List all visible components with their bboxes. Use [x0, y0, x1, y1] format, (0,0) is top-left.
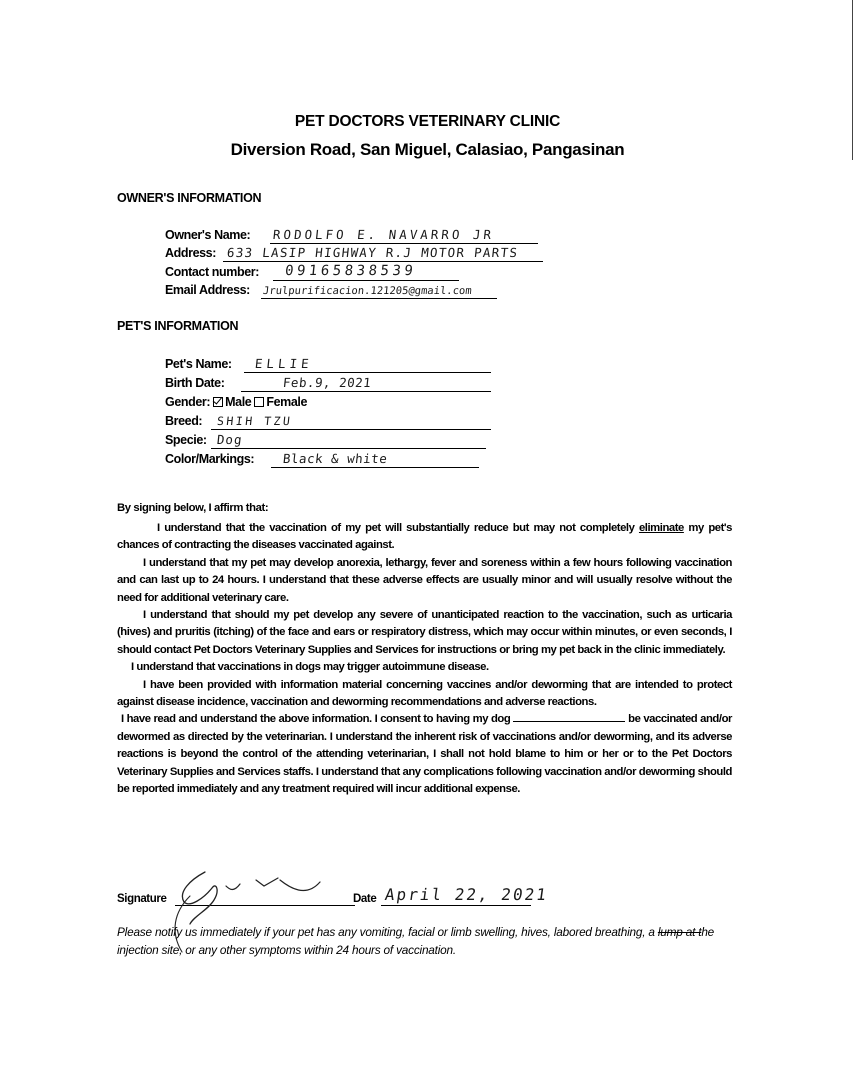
owner-name-label: Owner's Name: [165, 228, 251, 242]
affirmation-paragraph-5: I have been provided with information material concerning vaccines and/or deworming that are intended to protect against disease incidence, vaccination and deworming recommendations and adverse reactions. [117, 678, 732, 709]
affirmation-body [117, 520, 732, 799]
pet-name-value: ELLIE [254, 356, 314, 371]
dog-name-blank[interactable] [513, 711, 625, 722]
pet-color-label: Color/Markings: [165, 452, 255, 466]
pet-section-title: PET'S INFORMATION [117, 319, 239, 333]
signature-label: Signature [117, 893, 167, 905]
pet-specie-value: Dog [216, 432, 244, 447]
clinic-name: PET DOCTORS VETERINARY CLINIC [294, 113, 561, 130]
owner-contact-value: 09165838539 [284, 263, 418, 279]
owner-address-label: Address: [165, 246, 216, 260]
date-label: Date [353, 893, 377, 905]
affirmation-paragraph-6: I have read and understand the above information. I consent to having my dog be vaccinated and/or dewormed as directed by the veterinarian. I understand the inherent risk of vaccinations and/or deworming, and its adverse reactions is beyond the control of the attending veterinarian, I shall not hold blame to him or her or to the Pet Doctors Veterinary Supplies and Services staffs. I understand that any complications following vaccination and/or deworming should be reported immediately and any treatment required will incur additional expense. [117, 713, 732, 796]
female-option-label: Female [266, 395, 308, 409]
owner-contact-label: Contact number: [165, 265, 260, 279]
affirmation-paragraph-4: I understand that vaccinations in dogs may trigger autoimmune disease. [131, 661, 489, 674]
affirmation-heading: By signing below, I affirm that: [117, 502, 269, 514]
date-line[interactable] [381, 905, 531, 906]
pet-gender-label: Gender: [165, 395, 211, 409]
pet-specie-field[interactable] [165, 431, 490, 449]
owner-email-value: Jrulpurificacion.121205@gmail.com [262, 285, 473, 297]
male-option-label: Male [225, 395, 252, 409]
owner-name-field[interactable] [165, 226, 545, 244]
owner-email-field[interactable] [165, 281, 505, 299]
owner-contact-field[interactable] [165, 263, 465, 281]
pet-specie-label: Specie: [165, 433, 207, 447]
owner-name-value: RODOLFO E. NAVARRO JR [272, 227, 495, 242]
female-checkbox[interactable] [254, 397, 264, 407]
scan-edge-line [852, 0, 853, 160]
pet-breed-label: Breed: [165, 414, 203, 428]
pet-color-field[interactable] [165, 450, 485, 468]
owner-email-label: Email Address: [165, 283, 250, 297]
post-vaccination-note: Please notify us immediately if your pet has any vomiting, facial or limb swelling, hives, labored breathing, a lump at the injection site, or any other symptoms within 24 hours of vaccination. [117, 925, 715, 957]
pet-breed-value: SHIH TZU [216, 414, 294, 428]
owner-address-field[interactable] [165, 244, 585, 262]
pet-birthdate-label: Birth Date: [165, 376, 225, 390]
pet-name-field[interactable] [165, 355, 495, 373]
date-value: April 22, 2021 [383, 885, 550, 904]
pet-breed-field[interactable] [165, 412, 495, 430]
affirmation-paragraph-3: I understand that should my pet develop any severe of unanticipated reaction to the vaccination, such as urticaria (hives) and pruritis (itching) of the face and ears or respiratory distress, which may occur within minutes, or even seconds, I should contact Pet Doctors Veterinary Supplies and Services for instructions or bring my pet back in the clinic immediately. [117, 609, 732, 656]
affirmation-paragraph-2: I understand that my pet may develop anorexia, lethargy, fever and soreness within a few hours following vaccination and can last up to 24 hours. I understand that these adverse effects are usually minor and will usually resolve without the need for additional veterinary care. [117, 556, 732, 604]
pet-name-label: Pet's Name: [165, 357, 232, 371]
owner-section-title: OWNER'S INFORMATION [117, 191, 262, 205]
clinic-address: Diversion Road, San Miguel, Calasiao, Pangasinan [230, 140, 625, 159]
pet-birthdate-value: Feb.9, 2021 [282, 375, 373, 390]
affirmation-paragraph-1: I understand that the vaccination of my pet will substantially reduce but may not completely eliminate my pet's chances of contracting the diseases vaccinated against. [117, 522, 732, 552]
owner-address-value: 633 LASIP HIGHWAY R.J MOTOR PARTS [226, 245, 520, 260]
pet-gender-field [165, 395, 307, 409]
pet-birthdate-field[interactable] [165, 374, 495, 392]
male-checkbox[interactable] [213, 397, 223, 407]
pet-color-value: Black & white [282, 451, 389, 466]
